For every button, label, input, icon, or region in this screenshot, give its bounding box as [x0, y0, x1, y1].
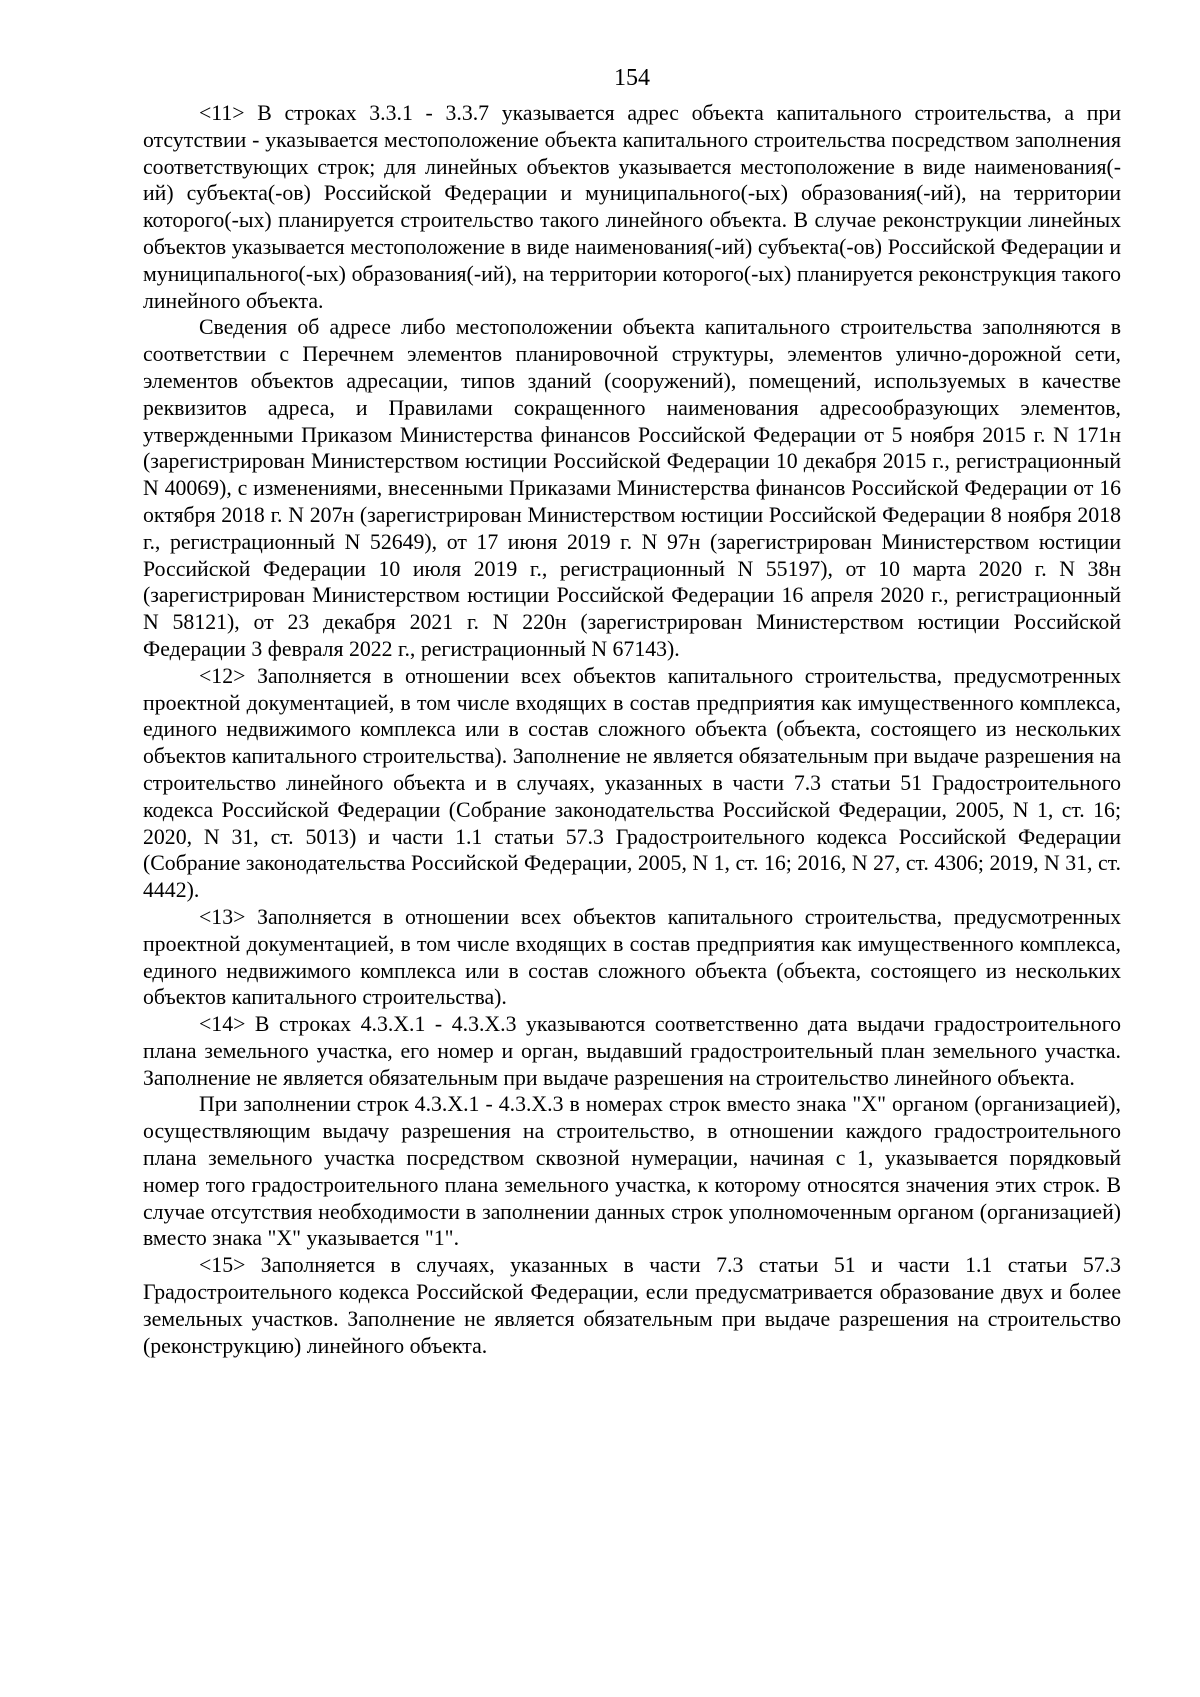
- footnote-14-paragraph: <14> В строках 4.3.X.1 - 4.3.X.3 указываются соответственно дата выдачи градостроительного плана земельного участка, его номер и орган, выдавший градостроительный план земельного участка. Заполнение не является обязательным при выдаче разрешения на строительство линейного объекта.: [143, 1012, 1121, 1090]
- footnote-15-paragraph: <15> Заполняется в случаях, указанных в части 7.3 статьи 51 и части 1.1 статьи 57.3 Градостроительного кодекса Российской Федерации, если предусматривается образование двух и более земельных участков. Заполнение не является обязательным при выдаче разрешения на строительство (реконструкцию) линейного объекта.: [143, 1253, 1121, 1358]
- row-numbering-paragraph: При заполнении строк 4.3.X.1 - 4.3.X.3 в номерах строк вместо знака "X" органом (организацией), осуществляющим выдачу разрешения на строительство, в отношении каждого градостроительного плана земельного участка посредством сквозной нумерации, начиная с 1, указывается порядковый номер того градостроительного плана земельного участка, к которому относятся значения этих строк. В случае отсутствия необходимости в заполнении данных строк уполномоченным органом (организацией) вместо знака "X" указывается "1".: [143, 1092, 1121, 1251]
- footnote-11-paragraph: <11> В строках 3.3.1 - 3.3.7 указывается адрес объекта капитального строительства, а при отсутствии - указывается местоположение объекта капитального строительства посредством заполнения соответствующих строк; для линейных объектов указывается местоположение в виде наименования(-ий) субъекта(-ов) Российской Федерации и муниципального(-ых) образования(-ий), на территории которого(-ых) планируется строительство такого линейного объекта. В случае реконструкции линейных объектов указывается местоположение в виде наименования(-ий) субъекта(-ов) Российской Федерации и муниципального(-ых) образования(-ий), на территории которого(-ых) планируется реконструкция такого линейного объекта.: [143, 101, 1121, 313]
- address-info-paragraph: Сведения об адресе либо местоположении объекта капитального строительства заполняются в соответствии с Перечнем элементов планировочной структуры, элементов улично-дорожной сети, элементов объектов адресации, типов зданий (сооружений), помещений, используемых в качестве реквизитов адреса, и Правилами сокращенного наименования адресообразующих элементов, утвержденными Приказом Министерства финансов Российской Федерации от 5 ноября 2015 г. N 171н (зарегистрирован Министерством юстиции Российской Федерации 10 декабря 2015 г., регистрационный N 40069), с изменениями, внесенными Приказами Министерства финансов Российской Федерации от 16 октября 2018 г. N 207н (зарегистрирован Министерством юстиции Российской Федерации 8 ноября 2018 г., регистрационный N 52649), от 17 июня 2019 г. N 97н (зарегистрирован Министерством юстиции Российской Федерации 10 июля 2019 г., регистрационный N 55197), от 10 марта 2020 г. N 38н (зарегистрирован Министерством юстиции Российской Федерации 16 апреля 2020 г., регистрационный N 58121), от 23 декабря 2021 г. N 220н (зарегистрирован Министерством юстиции Российской Федерации 3 февраля 2022 г., регистрационный N 67143).: [143, 315, 1121, 661]
- footnote-13-paragraph: <13> Заполняется в отношении всех объектов капитального строительства, предусмотренных проектной документацией, в том числе входящих в состав предприятия как имущественного комплекса, единого недвижимого комплекса или в состав сложного объекта (объекта, состоящего из нескольких объектов капитального строительства).: [143, 904, 1121, 1010]
- document-page: [143, 62, 1121, 1359]
- page-number: 154: [614, 65, 650, 91]
- footnote-12-paragraph: <12> Заполняется в отношении всех объектов капитального строительства, предусмотренных проектной документацией, в том числе входящих в состав предприятия как имущественного комплекса, единого недвижимого комплекса или в состав сложного объекта (объекта, состоящего из нескольких объектов капитального строительства). Заполнение не является обязательным при выдаче разрешения на строительство линейного объекта и в случаях, указанных в части 7.3 статьи 51 Градостроительного кодекса Российской Федерации (Собрание законодательства Российской Федерации, 2005, N 1, ст. 16; 2020, N 31, ст. 5013) и части 1.1 статьи 57.3 Градостроительного кодекса Российской Федерации (Собрание законодательства Российской Федерации, 2005, N 1, ст. 16; 2016, N 27, ст. 4306; 2019, N 31, ст. 4442).: [143, 663, 1121, 903]
